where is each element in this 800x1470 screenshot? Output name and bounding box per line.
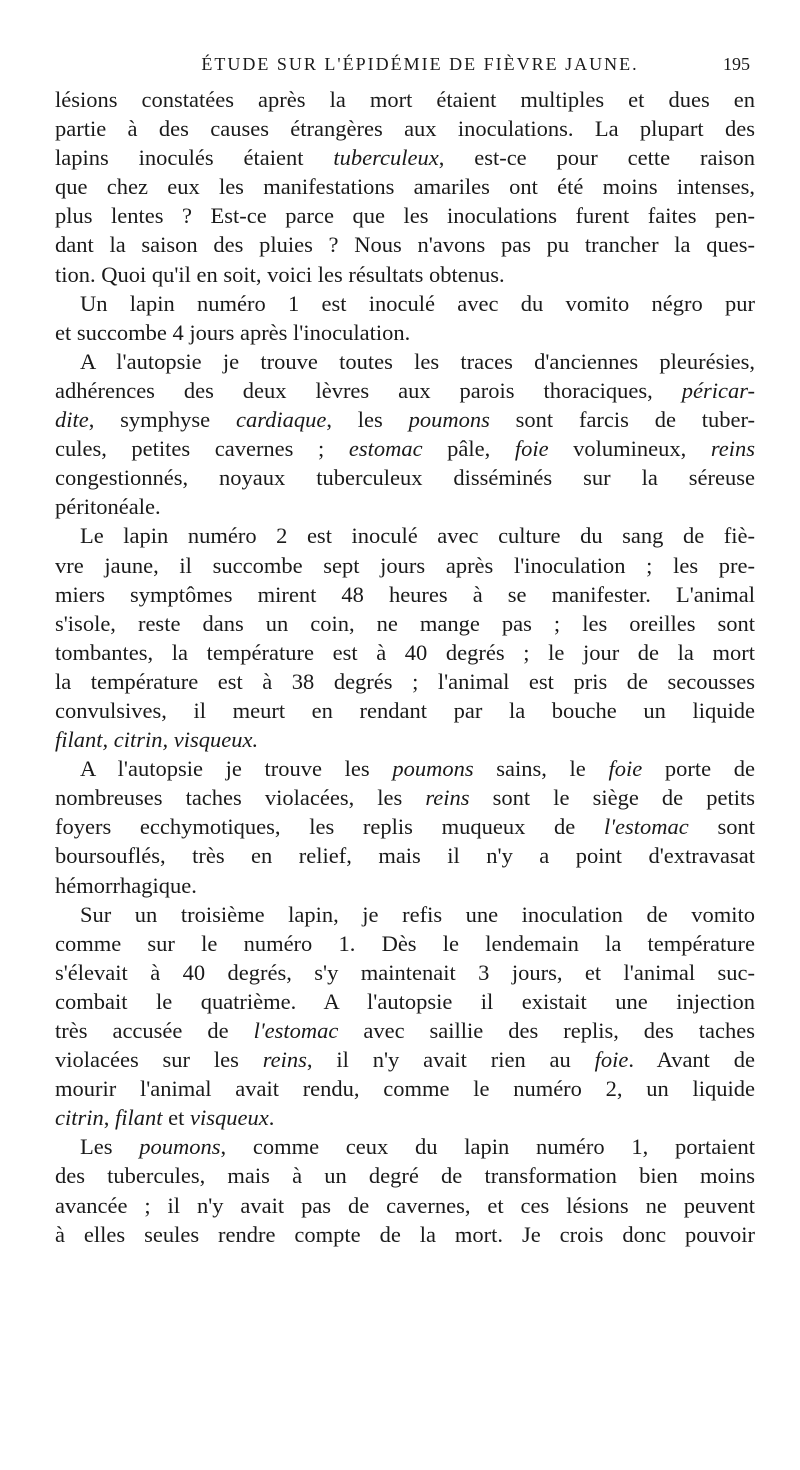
text-line: mourir l'animal avait rendu, comme le numéro 2, un liquide xyxy=(55,1076,755,1102)
text-line xyxy=(55,1045,755,1074)
body-text xyxy=(55,85,755,1249)
italic-term: tuberculeux xyxy=(333,145,439,171)
text-line: lésions constatées après la mort étaient multiples et dues en xyxy=(55,87,755,112)
text-run: , les xyxy=(326,407,409,433)
text-run: A l'autopsie je trouve les xyxy=(80,756,393,782)
italic-term: foie xyxy=(514,436,549,462)
text-run: foyers ecchymotiques, les replis muqueux de xyxy=(55,814,604,840)
text-run: avec saillie des replis, des taches xyxy=(338,1018,755,1043)
text-line: plus lentes ? Est-ce parce que les inoculations furent faites pen- xyxy=(55,203,755,229)
text-line: s'isole, reste dans un coin, ne mange pas ; les oreilles sont xyxy=(55,610,755,636)
italic-term: l'estomac xyxy=(603,814,689,840)
italic-term: poumons xyxy=(392,756,474,782)
text-line: A l'autopsie je trouve toutes les traces d'anciennes pleurésies, xyxy=(80,348,755,374)
text-line: Le lapin numéro 2 est inoculé avec culture du sang de fiè- xyxy=(80,523,755,549)
text-line: vre jaune, il succombe sept jours après l'inoculation ; les pre- xyxy=(55,552,755,578)
text-line: des tubercules, mais à un degré de transformation bien moins xyxy=(55,1163,755,1189)
italic-term: foie xyxy=(594,1047,629,1073)
italic-term: reins xyxy=(710,436,755,462)
running-title: ÉTUDE SUR L'ÉPIDÉMIE DE FIÈVRE JAUNE. xyxy=(201,54,639,74)
text-run: adhérences des deux lèvres aux parois thoraciques, xyxy=(55,377,682,403)
text-line: et succombe 4 jours après l'inoculation. xyxy=(55,319,411,345)
text-run: , xyxy=(103,1105,115,1131)
italic-term: filant xyxy=(115,1105,163,1131)
text-run: et xyxy=(162,1105,191,1131)
italic-term: l'estomac xyxy=(253,1018,339,1043)
text-run: nombreuses taches violacées, les xyxy=(55,785,426,811)
italic-term: reins xyxy=(262,1047,307,1073)
text-line: dant la saison des pluies ? Nous n'avons pas pu trancher la ques- xyxy=(55,232,755,258)
text-line: tion. Quoi qu'il en soit, voici les résultats obtenus. xyxy=(55,261,505,287)
text-line xyxy=(55,783,755,812)
text-line: que chez eux les manifestations amariles ont été moins intenses, xyxy=(55,174,755,200)
text-line: tombantes, la température est à 40 degrés ; le jour de la mort xyxy=(55,639,755,665)
text-run: très accusée de xyxy=(55,1018,254,1043)
text-line xyxy=(55,376,755,405)
text-line xyxy=(55,405,755,434)
text-line: congestionnés, noyaux tuberculeux disséminés sur la séreuse xyxy=(55,465,755,491)
text-run: sont le siège de petits xyxy=(469,785,755,811)
running-header xyxy=(150,54,750,82)
text-line: Sur un troisième lapin, je refis une inoculation de vomito xyxy=(80,901,755,927)
text-run: pâle, xyxy=(422,436,515,462)
text-line: comme sur le numéro 1. Dès le lendemain la température xyxy=(55,930,755,956)
text-line: hémorrhagique. xyxy=(55,872,197,898)
italic-term: poumons xyxy=(408,407,490,433)
text-line xyxy=(55,143,755,172)
text-line xyxy=(55,754,755,783)
text-run: cules, petites cavernes ; xyxy=(55,436,349,462)
text-run: lapins inoculés étaient xyxy=(55,145,334,171)
italic-term: filant, citrin, visqueux. xyxy=(55,727,259,753)
text-line xyxy=(55,434,755,463)
text-run: porte de xyxy=(642,756,755,782)
text-line: s'élevait à 40 degrés, s'y maintenait 3 jours, et l'animal suc- xyxy=(55,959,755,985)
text-line: avancée ; il n'y avait pas de cavernes, et ces lésions ne peuvent xyxy=(55,1192,755,1218)
text-line: la température est à 38 degrés ; l'animal est pris de secousses xyxy=(55,668,755,694)
text-line: boursouflés, très en relief, mais il n'y a point d'extravasat xyxy=(55,843,755,869)
page-number: 195 xyxy=(723,54,750,74)
text-run: . xyxy=(268,1105,275,1131)
text-line xyxy=(55,1132,755,1161)
text-run: volumineux, xyxy=(548,436,711,462)
text-run: , symphyse xyxy=(88,407,236,433)
text-run: Les xyxy=(80,1134,140,1160)
italic-term: citrin xyxy=(55,1105,104,1131)
text-line: combait le quatrième. A l'autopsie il existait une injection xyxy=(55,988,755,1014)
italic-term: estomac xyxy=(348,436,423,462)
italic-term: cardiaque xyxy=(235,407,327,433)
text-run: . Avant de xyxy=(628,1047,756,1073)
text-line xyxy=(55,812,755,841)
italic-term: dite xyxy=(55,407,89,433)
text-line xyxy=(55,1016,755,1045)
italic-term: foie xyxy=(608,756,643,782)
text-run: , comme ceux du lapin numéro 1, portaient xyxy=(220,1134,755,1160)
italic-term: poumons xyxy=(139,1134,221,1160)
text-line xyxy=(55,725,755,754)
text-run: violacées sur les xyxy=(55,1047,263,1073)
text-line: Un lapin numéro 1 est inoculé avec du vomito négro pur xyxy=(80,290,755,316)
text-run: sont xyxy=(688,814,755,840)
italic-term: visqueux xyxy=(190,1105,269,1131)
text-run: , il n'y avait rien au xyxy=(306,1047,595,1073)
italic-term: péricar- xyxy=(681,377,755,403)
text-line: convulsives, il meurt en rendant par la bouche un liquide xyxy=(55,697,755,723)
text-line: partie à des causes étrangères aux inoculations. La plupart des xyxy=(55,116,755,142)
text-run: , est-ce pour cette raison xyxy=(438,145,755,171)
text-line: à elles seules rendre compte de la mort. Je crois donc pouvoir xyxy=(55,1221,755,1247)
text-run: sont farcis de tuber- xyxy=(489,407,756,433)
text-run: sains, le xyxy=(473,756,609,782)
italic-term: reins xyxy=(425,785,470,811)
text-line: péritonéale. xyxy=(55,494,161,520)
text-line: miers symptômes mirent 48 heures à se manifester. L'animal xyxy=(55,581,755,607)
text-line xyxy=(55,1103,755,1132)
